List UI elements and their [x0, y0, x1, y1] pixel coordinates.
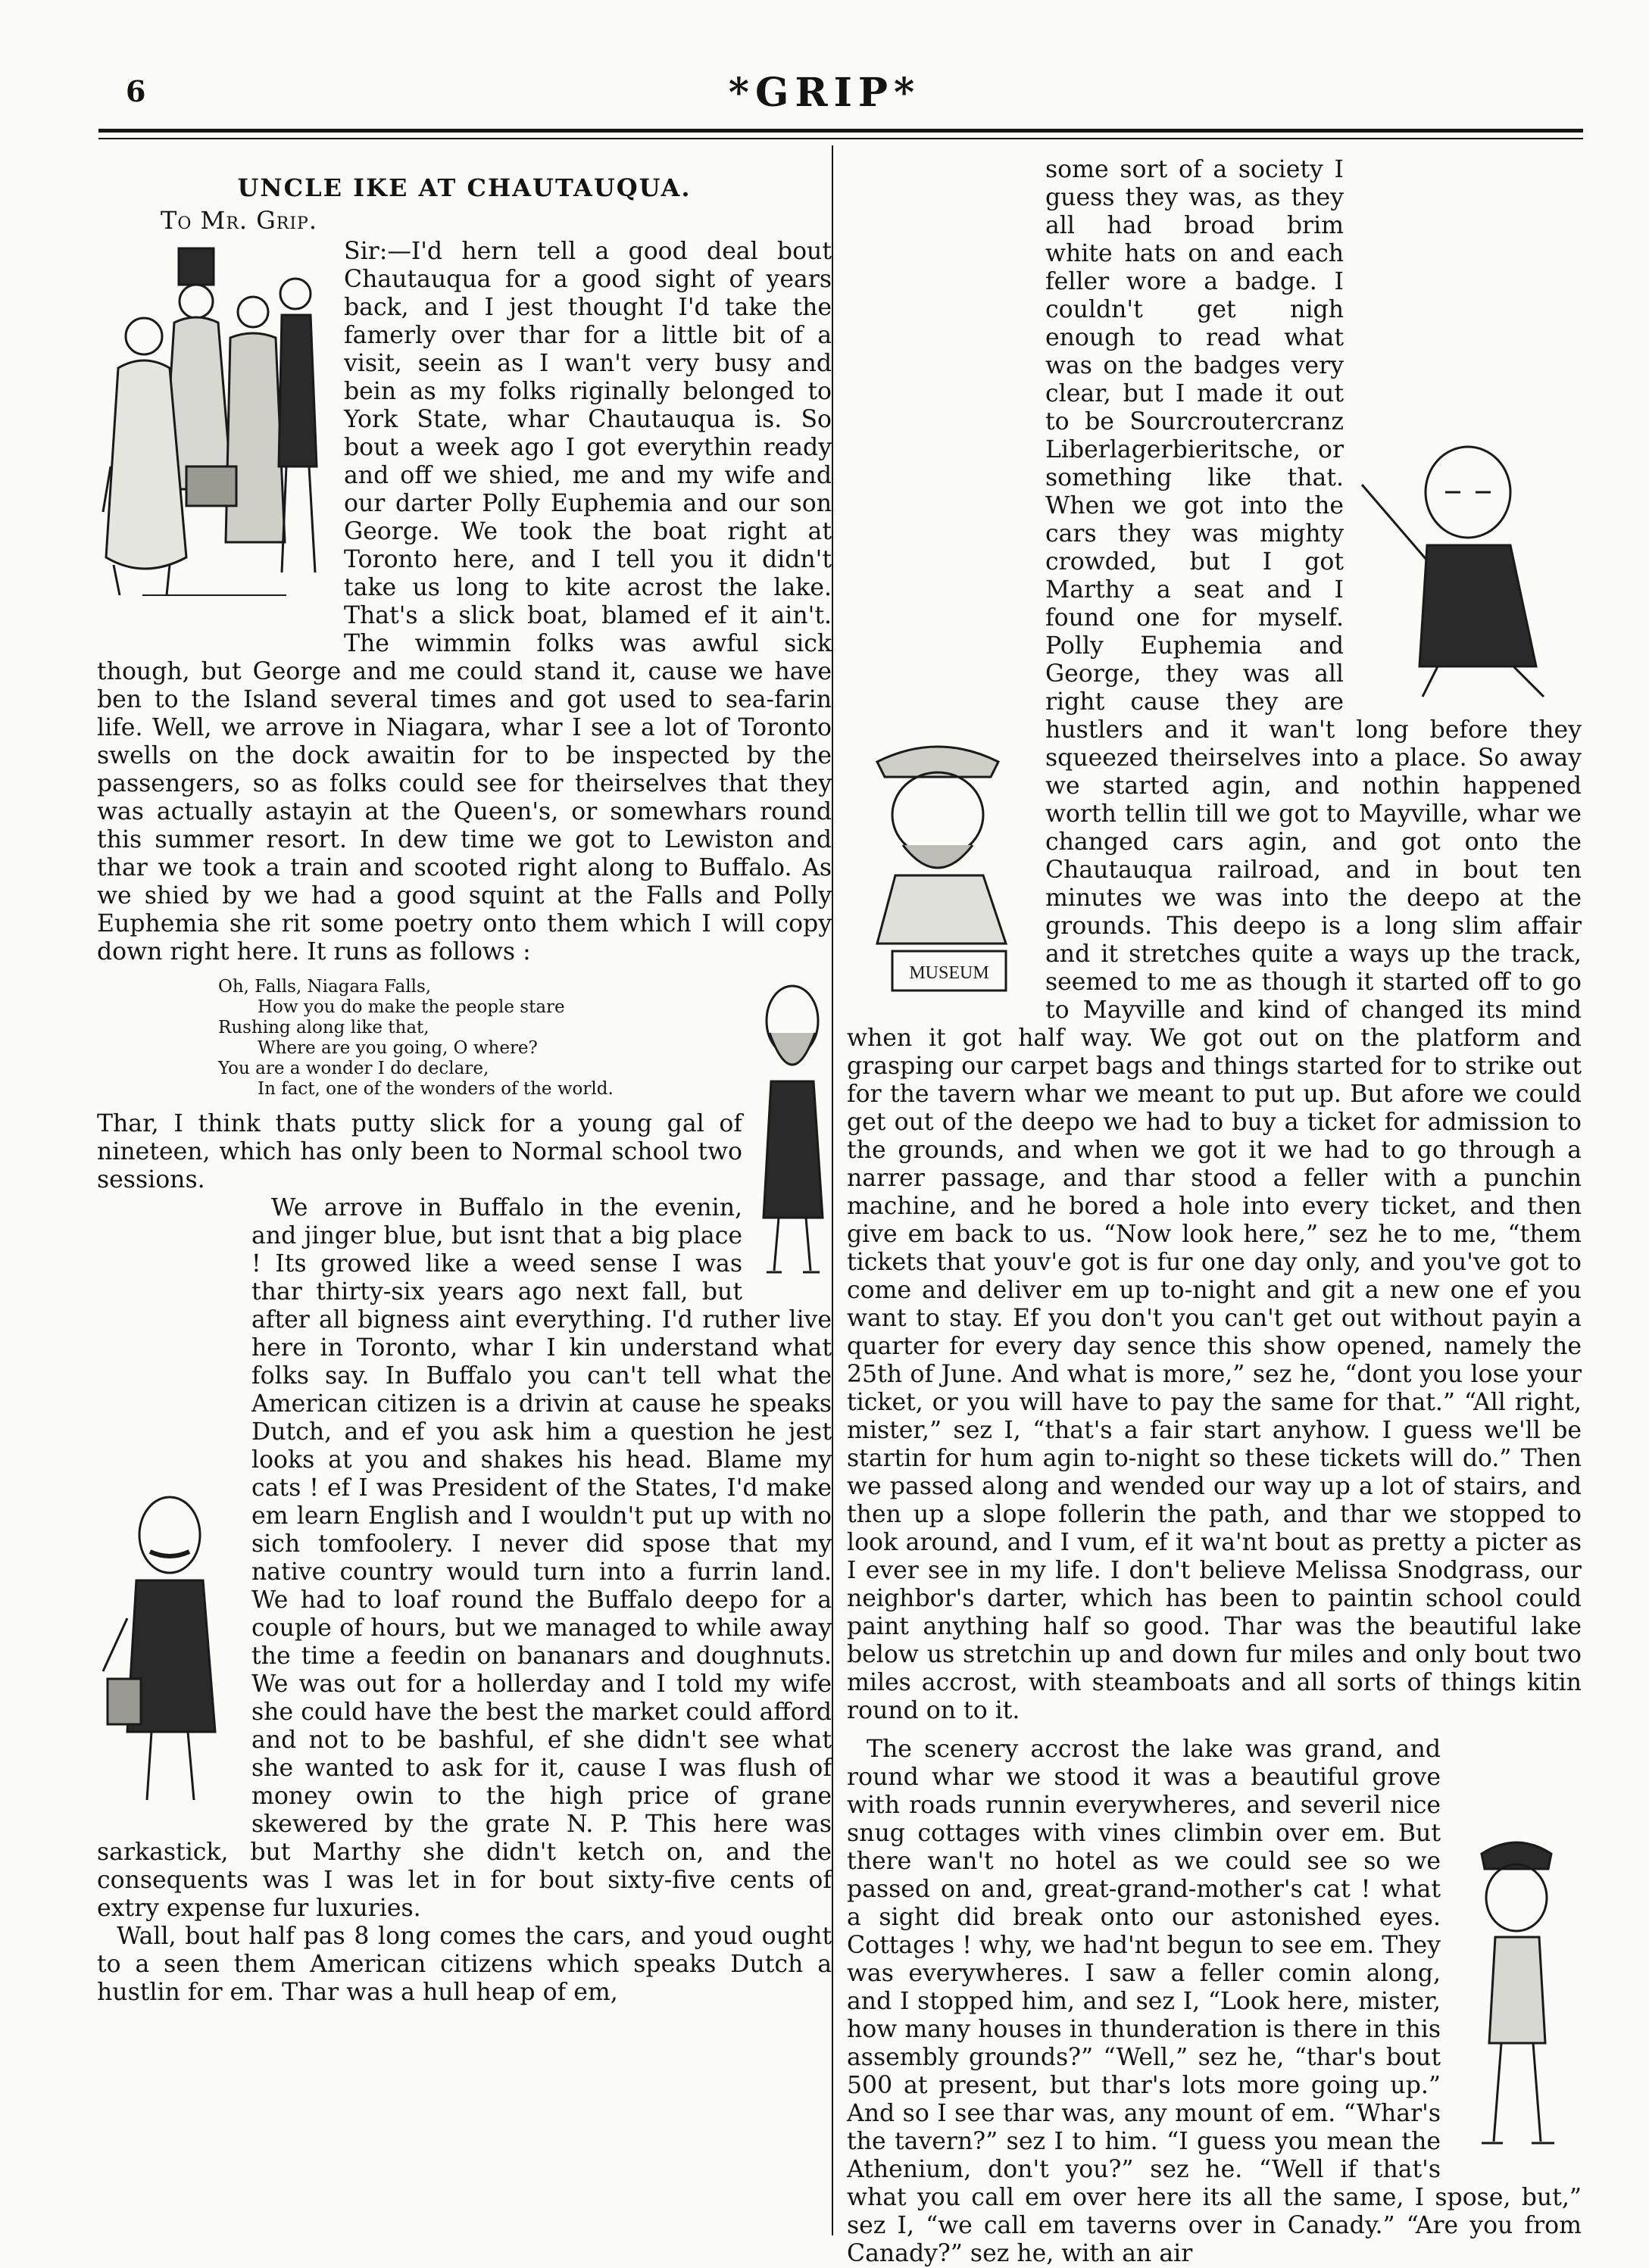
- poem-line: How you do make the people stare: [258, 997, 565, 1017]
- article-paragraph-1: Sir:—I'd hern tell a good deal bout Chautauqua for a good sight of years back, and I jest thought I'd take the famerly over thar for a little bit of a visit, seein as I wan't very busy and bein as my folks riginally belonged to York State, whar Chautauqua is. So bout a week ago I got everythin ready and off we shied, me and my wife and our darter Polly Euphemia and our son George. We took the boat right at Toronto here, and I tell you it didn't take us long to kite acrost the lake. That's a slick boat, blamed ef it ain't. The wimmin folks was awful sick though, but George and me could stand it, cause we have ben to the Island several times and got used to sea-farin life. Well, we arrove in Niagara, whar I see a lot of Toronto swells on the dock awaitin for to be inspected by the passengers, so as folks could see for theirselves that they was actually astayin at the Queen's, or somewhars round this summer resort. In dew time we got to Lewiston and thar we took a train and scooted right along to Buffalo. As we shied by we had a good squint at the Falls and Polly Euphemia she rit some poetry onto them which I will copy down right here. It runs as follows :: [97, 238, 832, 966]
- illustration-bearded-man: [753, 968, 832, 1293]
- article-paragraph-5: some sort of a society I guess they was, as they all had broad brim white hats on and each feller wore a badge. I couldn't get nigh enough to read what was on the badges very clear, but I made it out to be Sourcroutercranz Liberlagerbieritsche, or something like that. When we got into the cars they was mighty crowded, but I got Marthy a seat and I found one for myself. Polly Euphemia and George, they was all right cause they are hustlers and it wan't long before they squeezed theirselves into a place. So away we started agin, and nothin happened worth tellin till we got to Mayville, whar we changed cars agin, and got onto the Chautauqua railroad, and in bout ten minutes we was into the deepo at the grounds. This deepo is a long slim affair and it stretches quite a ways up the track, seemed to me as though it started off to go to Mayville and kind of changed its mind when it got half way. We got out on the platform and grasping our carpet bags and things started for to strike out for the tavern whar we meant to put up. But afore we could get out of the deepo we had to buy a ticket for admission to the grounds, and when we got it we had to go through a narrer passage, and thar stood a feller with a punchin machine, and he bored a hole into every ticket, and then give em back to us. “Now look here,” sez he to me, “them tickets that youv'e got is fur one day only, and you've got to come and deliver em up to-night and git a new one ef you want to stay. Ef you don't you can't get out without payin a quarter for every day sence this show opened, namely the 25th of June. And what is more,” sez he, “dont you lose your ticket, or you will have to pay the same for that.” “All right, mister,” sez I, “that's a fair start anyhow. I guess we'll be startin for hum agin to-night so these tickets will do.” Then we passed along and wended our way up a lot of stairs, and then up a slope follerin the path, and thar we stopped to look around, and I vum, ef it wa'nt bout as pretty a picter as I ever see in my life. I don't believe Melissa Snodgrass, our neighbor's darter, which has been to paintin school could paint anything half so good. Thar was the beautiful lake below us stretchin up and down fur miles and only bout two miles accrost, with steamboats and all sorts of things kitin round on to it.: [847, 156, 1582, 1724]
- article-paragraph-6: The scenery accrost the lake was grand, and round whar we stood it was a beautiful grove with roads runnin everywheres, and severil nice snug cottages with vines climbin over em. But there wan't no hotel as we could see so we passed on and, great-grand-mother's cat ! what a sight did break onto our astonished eyes. Cottages ! why, we had'nt begun to see em. They was everywheres. I saw a feller comin along, and I stopped him, and sez I, “Look here, mister, how many houses in thunderation is there in this assembly grounds?” “Well,” sez he, “thar's bout 500 at present, but thar's lots more going up.” And so I see thar was, any mount of em. “Whar's the tavern?” sez I to him. “I guess you mean the Athenium, don't you?” sez he. “Well if that's what you call em over here its all the same, I spose, but,” sez I, “we call em taverns over in Canady.” “Are you from Canady?” sez he, with an air: [847, 1736, 1582, 2267]
- poem-line: Where are you going, O where?: [258, 1038, 538, 1058]
- article-title: UNCLE IKE AT CHAUTAUQUA.: [237, 173, 692, 202]
- illustration-man-in-cap: [1451, 1831, 1582, 2163]
- museum-sign-text: MUSEUM: [909, 963, 989, 983]
- poem-line: In fact, one of the wonders of the world.: [258, 1079, 614, 1099]
- masthead: *GRIP*: [728, 70, 921, 116]
- article-paragraph-2: Thar, I think thats putty slick for a young gal of nineteen, which has only been to Normal school two sessions.: [97, 1110, 742, 1193]
- header-rule: [98, 129, 1583, 133]
- poem-line: Oh, Falls, Niagara Falls,: [218, 977, 432, 997]
- illustration-mustached-man: [97, 1482, 241, 1822]
- right-column: [847, 156, 1582, 2268]
- article-paragraph-3: We arrove in Buffalo in the evenin, and jinger blue, but isnt that a big place ! Its growed like a weed sense I was thar thirty-six years ago next fall, but after all bigness aint everything. I'd ruther live here in Toronto, whar I kin understand what folks say. In Buffalo you can't tell what the American citizen is a drivin at cause he speaks Dutch, and ef you ask him a question he jest looks at you and shakes his head. Blame my cats ! ef I was President of the States, I'd make em learn English and I wouldn't put up with no sich tomfoolery. I never did spose that my native country would turn into a furrin land. We had to loaf round the Buffalo deepo for a couple of hours, but we managed to while away the time a feedin on bananars and doughnuts. We was out for a hollerday and I told my wife she could have the best the market could afford and not to be bashful, ef she didn't see what she wanted to ask for it, cause I was flush of money owin to the high price of grane skewered by the grate N. P. This here was sarkastick, but Marthy she didn't ketch on, and the consequents was I was let in for bout sixty-five cents of extry expense fur luxuries.: [97, 1194, 832, 1922]
- poem-line: Rushing along like that,: [218, 1018, 429, 1037]
- header-rule-thin: [98, 138, 1583, 139]
- poem: [218, 977, 832, 1100]
- illustration-old-man-with-museum-sign: [847, 732, 1035, 1011]
- poem-line: You are a wonder I do declare,: [218, 1059, 489, 1078]
- illustration-lecturer: [1354, 439, 1582, 711]
- illustration-family-group: [97, 239, 333, 632]
- column-divider: [832, 145, 833, 2235]
- article-paragraph-4: Wall, bout half pas 8 long comes the cars, and youd ought to a seen them American citizens which speaks Dutch a hustlin for em. Thar was a hull heap of em,: [97, 1923, 832, 2006]
- page-number: 6: [126, 74, 146, 108]
- salutation: To Mr. Grip.: [161, 206, 318, 235]
- left-column: [97, 156, 832, 2007]
